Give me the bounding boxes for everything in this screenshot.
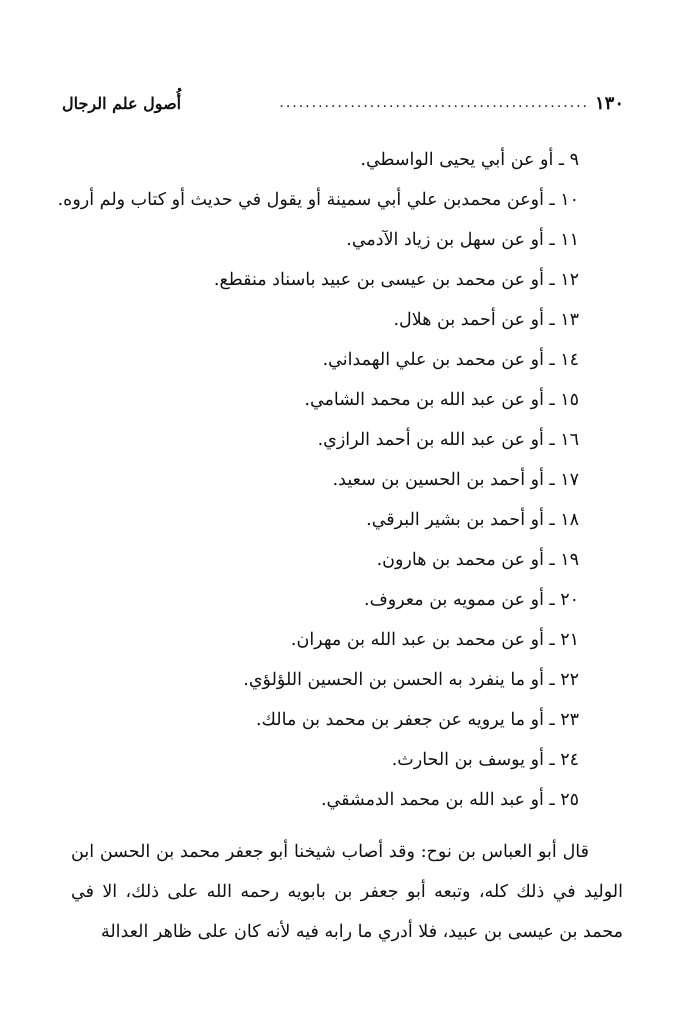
list-item: ٢٣ ـ أو ما يرويه عن جعفر بن محمد بن مالك. [255,710,579,730]
dot-leader: ................................................ [279,95,589,111]
list-item: ١٤ ـ أو عن محمد بن علي الهمداني. [322,350,579,370]
list-item: ١٥ ـ أو عن عبد الله بن محمد الشامي. [304,390,579,410]
list-item: ١٦ ـ أو عن عبد الله بن أحمد الرازي. [317,430,579,450]
paragraph-text: قال أبو العباس بن نوح: وقد أصاب شيخنا أبو جعفر محمد بن الحسن ابن الوليد في ذلك كله، وتبعه أبو جعفر بن بابويه رحمه الله على ذلك، الا في محمد بن عيسى بن عبيد، فلا أدري ما رابه فيه لأنه كان على ظاهر العدالة [71,841,623,942]
list-item: ٢٢ ـ أو ما ينفرد به الحسن بن الحسين اللؤلؤي. [243,670,579,690]
list-item: ١٠ ـ أوعن محمدبن علي أبي سمينة أو يقول في حديث أو كتاب ولم أروه. [57,190,579,210]
list-item: ٢٠ ـ أو عن ممويه بن معروف. [364,590,579,610]
list-item: ٢٥ ـ أو عبد الله بن محمد الدمشقي. [320,790,579,810]
list-item: ٢٤ ـ أو يوسف بن الحارث. [391,750,579,770]
list-item: ١٢ ـ أو عن محمد بن عيسى بن عبيد باسناد منقطع. [213,270,579,290]
list-item: ٢١ ـ أو عن محمد بن عبد الله بن مهران. [290,630,579,650]
list-item: ١٧ ـ أو أحمد بن الحسين بن سعيد. [332,470,579,490]
list-item: ١١ ـ أو عن سهل بن زياد الآدمي. [346,230,579,250]
page-number: ١٣٠ [594,92,624,114]
list-item: ١٨ ـ أو أحمد بن بشير البرقي. [366,510,579,530]
list-item: ١٩ ـ أو عن محمد بن هارون. [376,550,579,570]
list-item: ١٣ ـ أو عن أحمد بن هلال. [393,310,579,330]
running-title: أُصول علم الرجال [62,93,182,113]
running-header [62,90,624,116]
list-item: ٩ ـ أو عن أبي يحيى الواسطي. [360,150,579,170]
narrator-list [59,140,579,820]
body-paragraph [71,832,623,952]
